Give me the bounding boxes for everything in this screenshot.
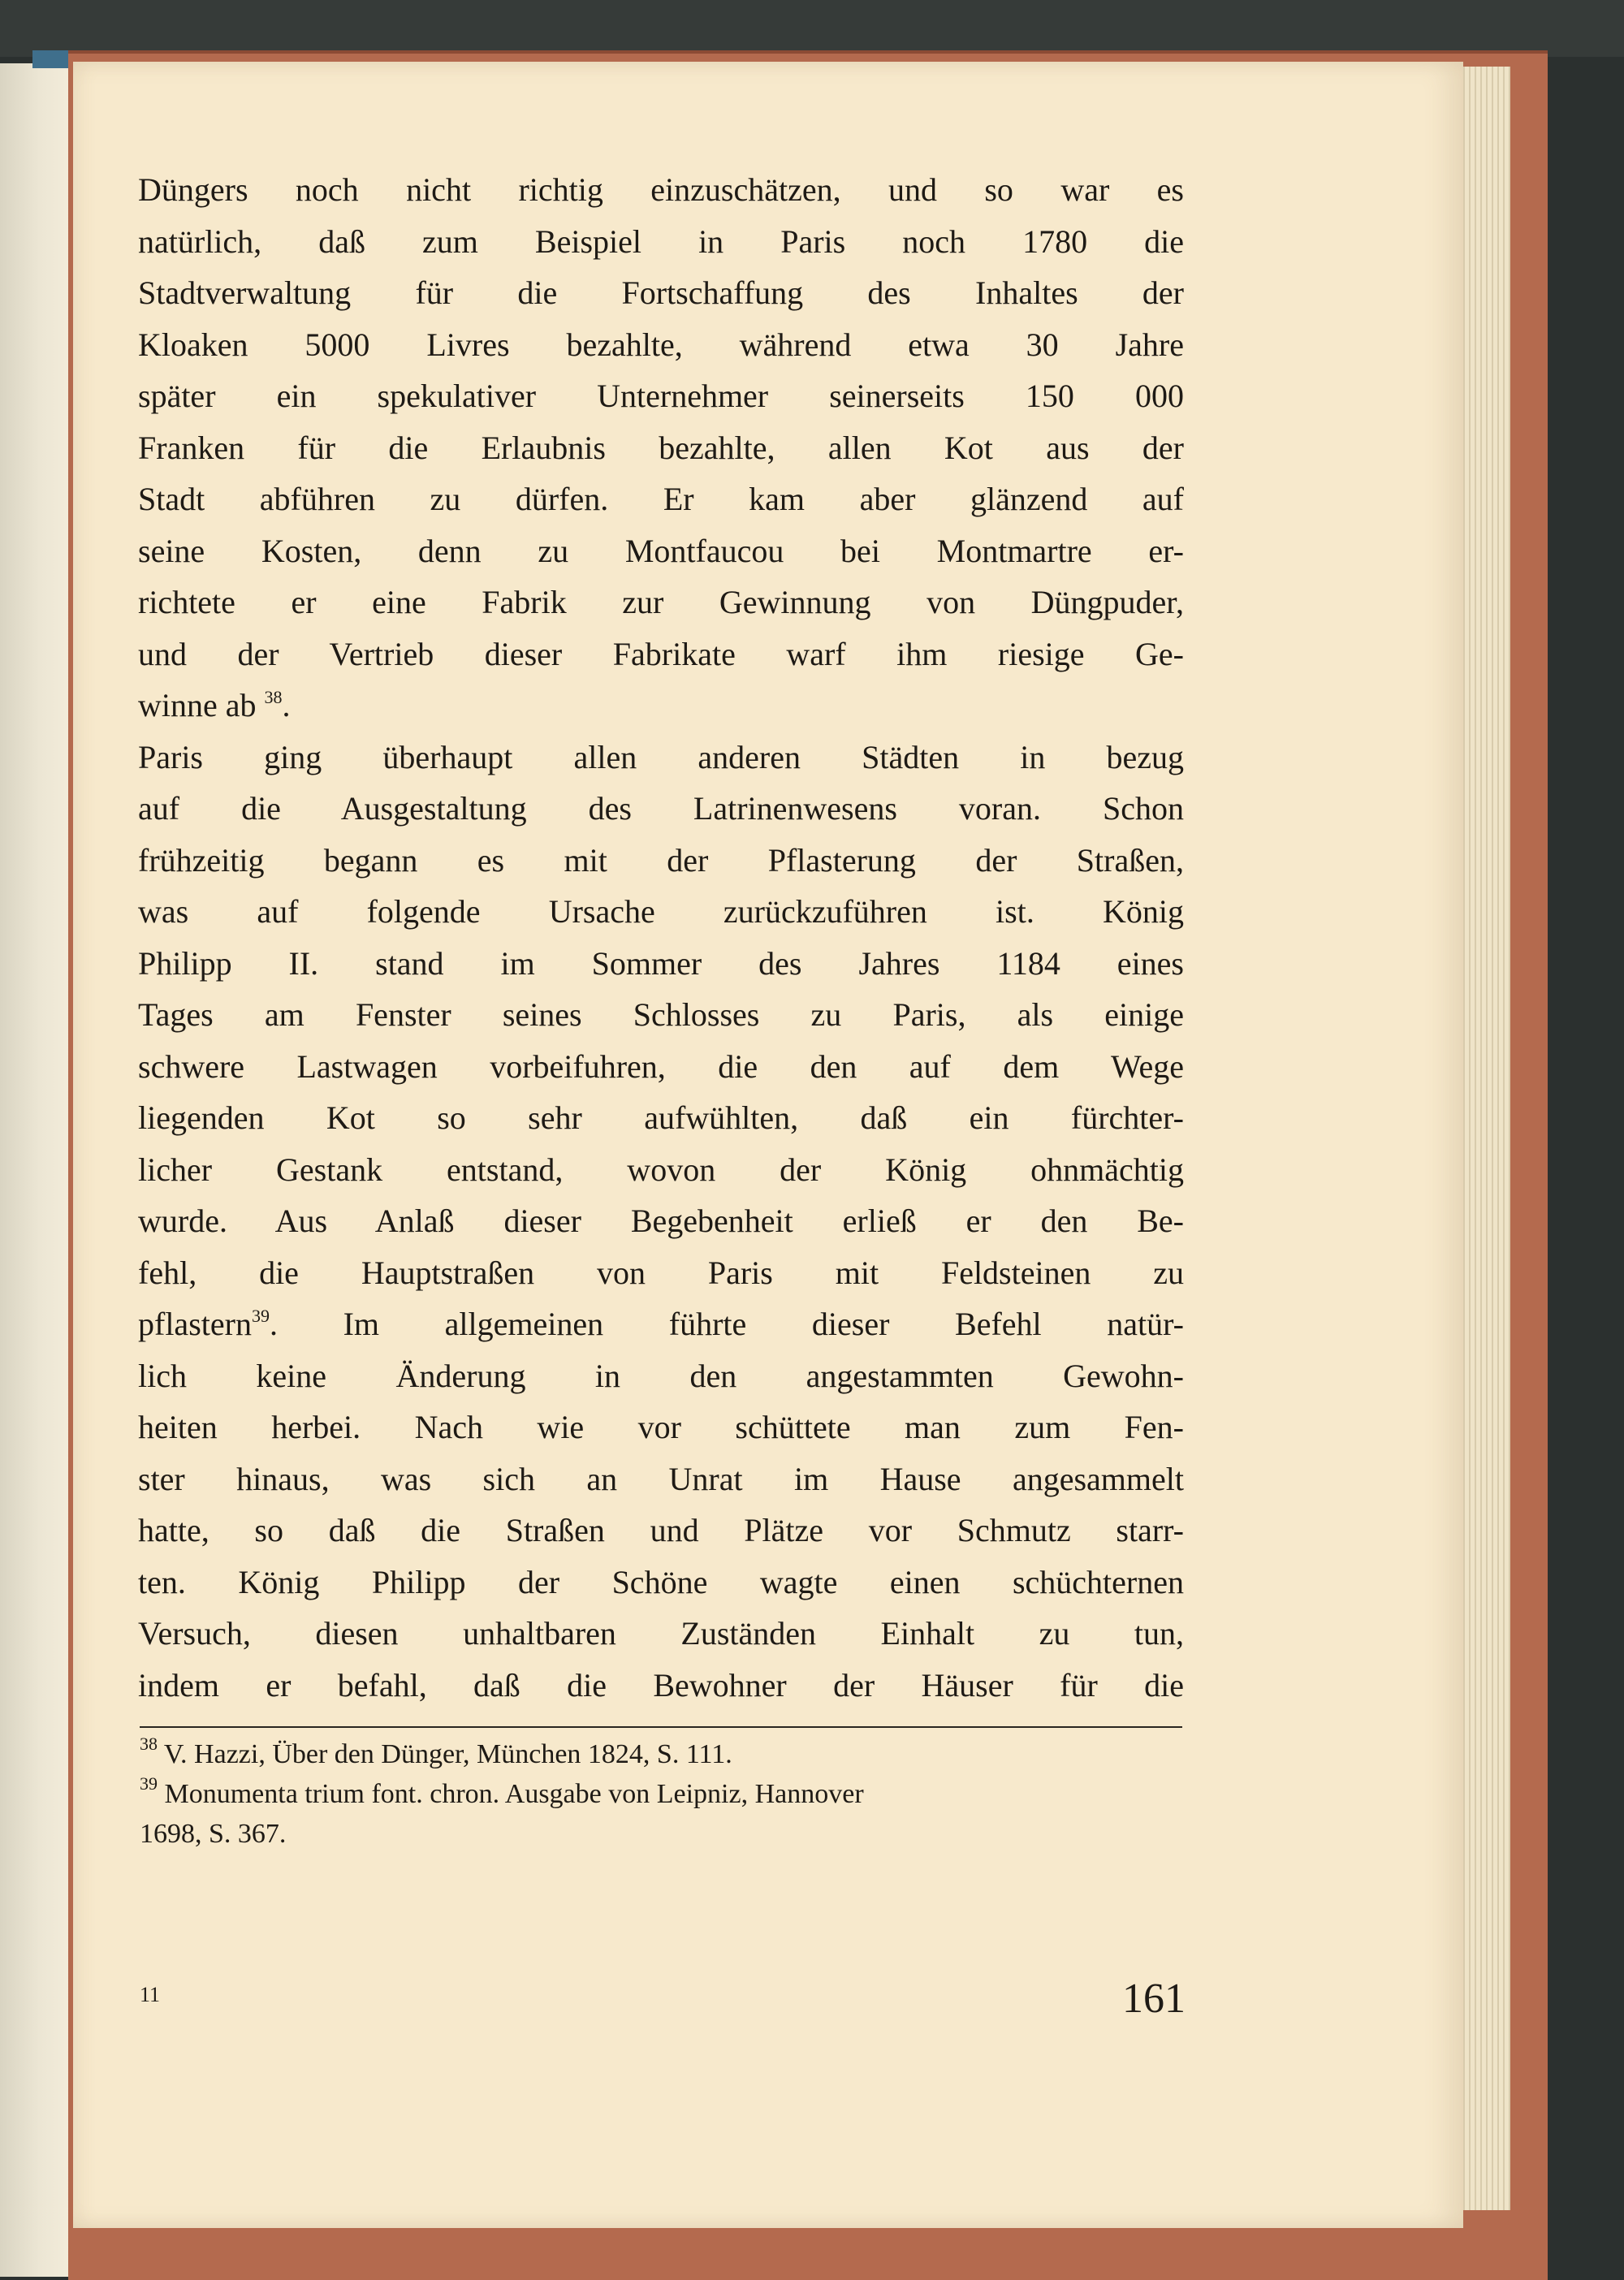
facing-page-edge xyxy=(0,63,74,2277)
text-line: licher Gestank entstand, wovon der König ohnmächtig xyxy=(138,1151,1184,1188)
text-fragment: . Im allgemeinen führte dieser Befehl natür- xyxy=(269,1306,1184,1342)
text-line: Franken für die Erlaubnis bezahlte, allen Kot aus der xyxy=(138,429,1184,466)
text-fragment: . xyxy=(282,687,291,723)
text-line: auf die Ausgestaltung des Latrinenwesens voran. Schon xyxy=(138,790,1184,827)
text-line: Philipp II. stand im Sommer des Jahres 1184 eines xyxy=(138,944,1184,982)
text-line: frühzeitig begann es mit der Pflasterung der Straßen, xyxy=(138,841,1184,879)
footnote-text: 1698, S. 367. xyxy=(140,1819,287,1849)
text-line: und der Vertrieb dieser Fabrikate warf ihm riesige Ge- xyxy=(138,635,1184,672)
text-line: fehl, die Hauptstraßen von Paris mit Feldsteinen zu xyxy=(138,1254,1184,1291)
text-line: heiten herbei. Nach wie vor schüttete man zum Fen- xyxy=(138,1409,1184,1445)
text-line: später ein spekulativer Unternehmer seinerseits 150 000 xyxy=(138,378,1184,414)
text-line: was auf folgende Ursache zurückzuführen ist. König xyxy=(138,893,1184,930)
text-line: Düngers noch nicht richtig einzuschätzen, und so war es xyxy=(138,171,1184,208)
footnote-38 xyxy=(140,1736,1182,1776)
text-line: seine Kosten, denn zu Montfaucou bei Montmartre er- xyxy=(138,532,1184,569)
footnote-text: Monumenta trium font. chron. Ausgabe von Leipniz, Hannover xyxy=(158,1779,864,1809)
text-line: natürlich, daß zum Beispiel in Paris noch 1780 die xyxy=(138,222,1184,260)
text-line: indem er befahl, daß die Bewohner der Häuser für die xyxy=(138,1666,1184,1704)
text-line: ster hinaus, was sich an Unrat im Hause angesammelt xyxy=(138,1460,1184,1497)
footnotes xyxy=(140,1736,1182,1853)
text-line: schwere Lastwagen vorbeifuhren, die den auf dem Wege xyxy=(138,1047,1184,1085)
text-fragment: pflastern xyxy=(138,1306,252,1342)
text-line: Paris ging überhaupt allen anderen Städten in bezug xyxy=(138,738,1184,775)
text-line xyxy=(138,1298,1184,1350)
text-line: liegenden Kot so sehr aufwühlten, daß ein fürchter- xyxy=(138,1099,1184,1136)
text-line: wurde. Aus Anlaß dieser Begebenheit erließ er den Be- xyxy=(138,1203,1184,1239)
text-line xyxy=(138,680,1184,732)
text-line: Stadtverwaltung für die Fortschaffung des Inhaltes der xyxy=(138,274,1184,311)
footnote-39 xyxy=(140,1773,1182,1816)
text-line: ten. König Philipp der Schöne wagte einen schüchternen xyxy=(138,1563,1184,1600)
text-line: Tages am Fenster seines Schlosses zu Paris, als einige xyxy=(138,996,1184,1033)
page-number: 161 xyxy=(1122,1976,1186,2022)
body-text xyxy=(138,164,1184,1711)
scan-background xyxy=(0,0,1624,57)
signature-mark: 11 xyxy=(140,1983,161,2006)
text-line: Kloaken 5000 Livres bezahlte, während etwa 30 Jahre xyxy=(138,326,1184,363)
footnote-number: 38 xyxy=(140,1734,158,1754)
text-line: richtete er eine Fabrik zur Gewinnung von Düngpuder, xyxy=(138,584,1184,620)
footnote-divider xyxy=(140,1726,1182,1728)
footnote-39-continued xyxy=(140,1816,1182,1853)
footnote-ref-39[interactable]: 39 xyxy=(251,1306,270,1326)
text-line: Stadt abführen zu dürfen. Er kam aber glänzend auf xyxy=(138,481,1184,517)
text-line: lich keine Änderung in den angestammten Gewohn- xyxy=(138,1357,1184,1394)
footnote-number: 39 xyxy=(140,1773,158,1794)
footnote-ref-38[interactable]: 38 xyxy=(264,687,283,707)
footnote-text: V. Hazzi, Über den Dünger, München 1824, S. 111. xyxy=(158,1739,732,1769)
text-fragment: winne ab xyxy=(138,687,257,723)
text-line: Versuch, diesen unhaltbaren Zuständen Einhalt zu tun, xyxy=(138,1615,1184,1652)
text-line: hatte, so daß die Straßen und Plätze vor Schmutz starr- xyxy=(138,1512,1184,1548)
